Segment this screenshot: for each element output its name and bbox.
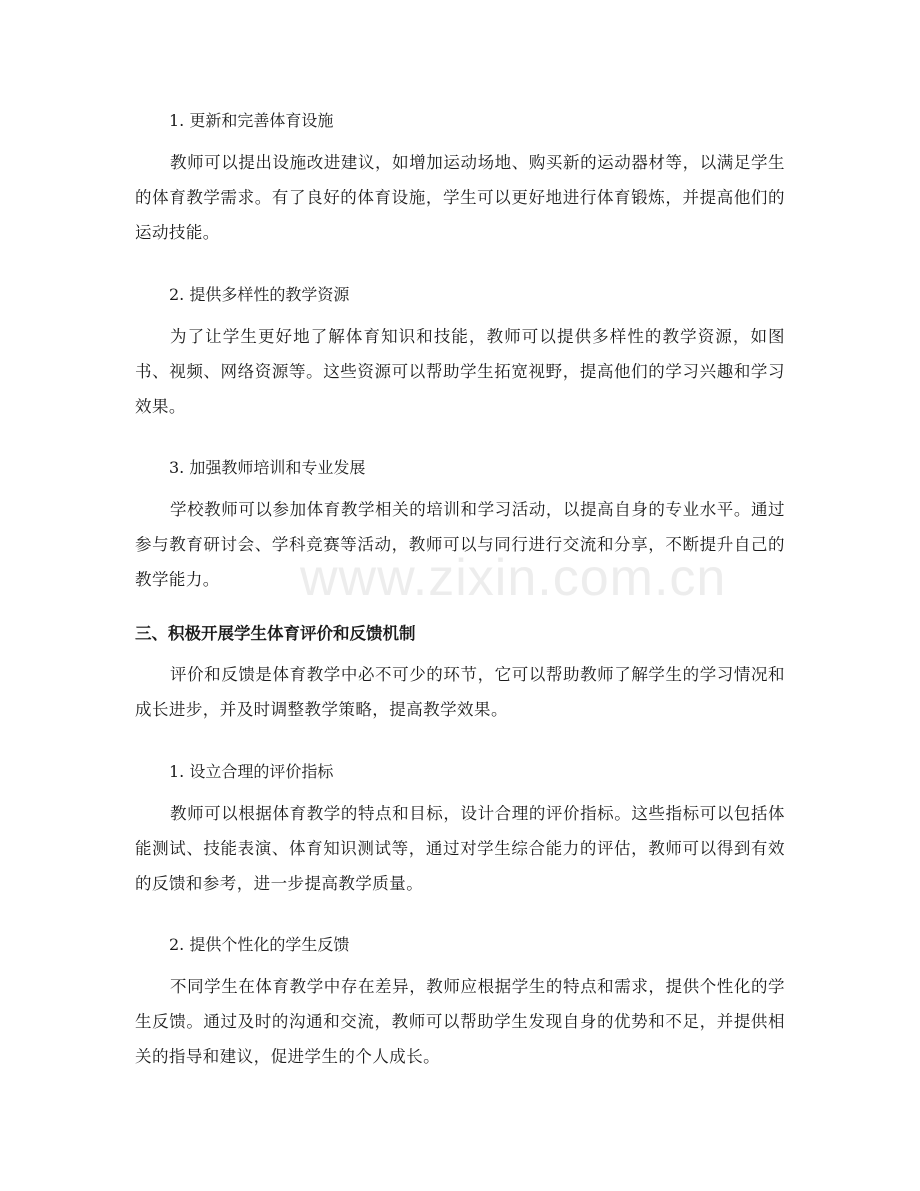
watermark: www.zixin.com.cn xyxy=(300,549,727,607)
paragraph-feedback: 不同学生在体育教学中存在差异，教师应根据学生的特点和需求，提供个性化的学生反馈。通过及时的沟通和交流，教师可以帮助学生发现自身的优势和不足，并提供相关的指导和建议，促进学生的个人成长。 xyxy=(135,977,785,1066)
item-title-teacher-training: 3. 加强教师培训和专业发展 xyxy=(169,458,366,477)
paragraph-evaluation-intro: 评价和反馈是体育教学中必不可少的环节，它可以帮助教师了解学生的学习情况和成长进步，并及时调整教学策略，提高教学效果。 xyxy=(135,665,785,719)
paragraph-indicators: 教师可以根据体育教学的特点和目标，设计合理的评价指标。这些指标可以包括体能测试、技能表演、体育知识测试等，通过对学生综合能力的评估，教师可以得到有效的反馈和参考，进一步提高教学质量。 xyxy=(135,804,785,893)
paragraph-resources: 为了让学生更好地了解体育知识和技能，教师可以提供多样性的教学资源，如图书、视频、网络资源等。这些资源可以帮助学生拓宽视野，提高他们的学习兴趣和学习效果。 xyxy=(135,327,785,416)
paragraph-training: 学校教师可以参加体育教学相关的培训和学习活动，以提高自身的专业水平。通过参与教育研讨会、学科竞赛等活动，教师可以与同行进行交流和分享，不断提升自己的教学能力。 xyxy=(135,500,785,589)
item-title-teaching-resources: 2. 提供多样性的教学资源 xyxy=(169,285,350,304)
item-title-personal-feedback: 2. 提供个性化的学生反馈 xyxy=(169,935,350,954)
item-title-update-facilities: 1. 更新和完善体育设施 xyxy=(169,111,334,130)
item-title-evaluation-indicators: 1. 设立合理的评价指标 xyxy=(169,762,334,781)
paragraph-facilities: 教师可以提出设施改进建议，如增加运动场地、购买新的运动器材等，以满足学生的体育教学需求。有了良好的体育设施，学生可以更好地进行体育锻炼，并提高他们的运动技能。 xyxy=(135,153,785,242)
section-heading-evaluation: 三、积极开展学生体育评价和反馈机制 xyxy=(135,624,416,643)
